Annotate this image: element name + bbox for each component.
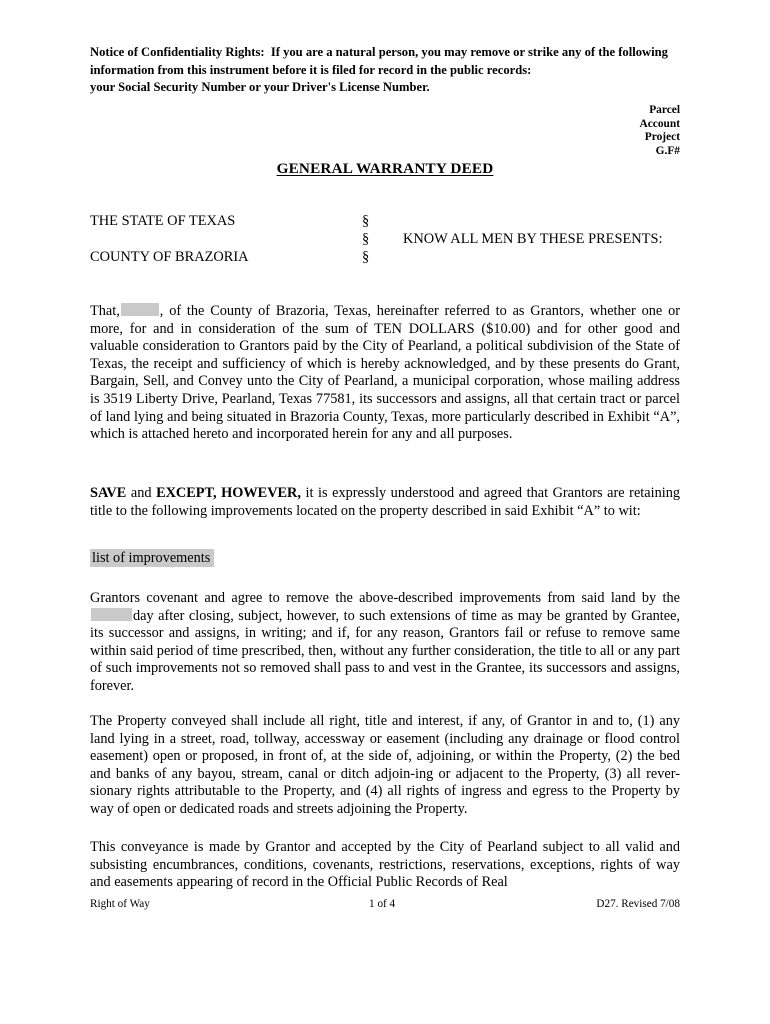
reference-account-label: Account: [639, 117, 680, 130]
removal-covenant-paragraph: [90, 590, 680, 696]
footer-page-number: 1 of 4: [369, 898, 396, 910]
save-keyword: SAVE: [90, 485, 127, 501]
save-and-except-paragraph: [90, 485, 680, 520]
page-title-text: GENERAL WARRANTY DEED: [276, 160, 494, 177]
venue-block: [90, 212, 680, 272]
page-title: [90, 160, 680, 178]
list-of-improvements-field[interactable]: list of improvements: [90, 549, 214, 567]
granting-clause-paragraph: [90, 303, 680, 444]
removal-days-blank[interactable]: [91, 608, 132, 621]
save-except-conjunction: and: [126, 485, 157, 501]
venue-row-middle: [90, 230, 680, 248]
page-footer: [90, 898, 680, 910]
section-symbol-1: §: [362, 213, 370, 229]
confidentiality-notice-line-3: your Social Security Number or your Driver's License Number.: [90, 80, 430, 94]
granting-clause-lead-in: That,: [90, 303, 120, 319]
property-conveyed-paragraph: The Property conveyed shall include all right, title and interest, if any, of Grantor in and to, (1) any land lying in a street, road, tollway, accessway or easement (including any drainage or flood control easement) open or proposed, in front of, at the side of, adjoining, or within the Property, (2) the bed and banks of any bayou, stream, canal or ditch adjoin-ing or adjacent to the Property, (3) all rever-sionary rights attributable to the Property, and (4) all rights of ingress and egress to the Property by way of open or dedicated roads and streets adjoining the Property.: [90, 713, 680, 817]
venue-county-label: COUNTY OF BRAZORIA: [90, 249, 249, 265]
except-however-keyword: EXCEPT, HOWEVER,: [156, 485, 301, 501]
removal-covenant-body: day after closing, subject, however, to such extensions of time as may be granted by Grantee, its successor and assigns, in writing; and if, for any reason, Grantors fail or refuse to remove same within said period of time prescribed, then, without any further consideration, the title to all or any part of such improvements not so removed shall pass to and vest in the Grantee, its successors and assigns, forever.: [90, 607, 680, 694]
removal-covenant-lead-in: Grantors covenant and agree to remove the above-described improvements from said land by the: [90, 590, 680, 606]
confidentiality-notice: [90, 44, 680, 97]
venue-row-state: [90, 212, 680, 230]
save-and-except-body: it is expressly understood and agreed that Grantors are retaining title to the following improvements located on the property described in said Exhibit “A” to wit:: [90, 485, 680, 519]
confidentiality-notice-line-1: Notice of Confidentiality Rights: If you are a natural person, you may remove or strike any of the following: [90, 45, 668, 59]
reference-block: [90, 104, 680, 158]
section-symbol-3: §: [362, 249, 370, 265]
footer-form-revision: D27. Revised 7/08: [596, 898, 680, 910]
reference-parcel-label: Parcel: [649, 104, 680, 116]
improvements-field-row: [90, 550, 214, 568]
confidentiality-notice-line-2: information from this instrument before it is filed for record in the public records:: [90, 62, 532, 77]
reference-gf-number-label: G.F#: [655, 144, 680, 157]
venue-state-label: THE STATE OF TEXAS: [90, 213, 236, 229]
granting-clause-body: , of the County of Brazoria, Texas, hereinafter referred to as Grantors, whether one or more, for and in consideration of the sum of TEN DOLLARS ($10.00) and for other good and valuable consideration to Grantors paid by the City of Pearland, a political subdivision of the State of Texas, the receipt and sufficiency of which is hereby acknowledged, and by these presents do Grant, Bargain, Sell, and Convey unto the City of Pearland, a municipal corporation, whose mailing address is 3519 Liberty Drive, Pearland, Texas 77581, its successors and assigns, all that certain tract or parcel of land lying and being situated in Brazoria County, Texas, more particularly described in Exhibit “A”, which is attached hereto and incorporated herein for any and all purposes.: [90, 303, 680, 443]
grantor-name-blank[interactable]: [121, 303, 159, 316]
know-all-men-text: KNOW ALL MEN BY THESE PRESENTS:: [403, 231, 663, 247]
venue-row-county: [90, 248, 680, 266]
footer-department-label: Right of Way: [90, 898, 150, 910]
reference-project-label: Project: [644, 131, 680, 143]
section-symbol-2: §: [362, 231, 370, 247]
conveyance-subject-to-paragraph: This conveyance is made by Grantor and accepted by the City of Pearland subject to all valid and subsisting encumbrances, conditions, covenants, restrictions, reservations, exceptions, rights of way and easements appearing of record in the Official Public Records of Real: [90, 839, 680, 891]
